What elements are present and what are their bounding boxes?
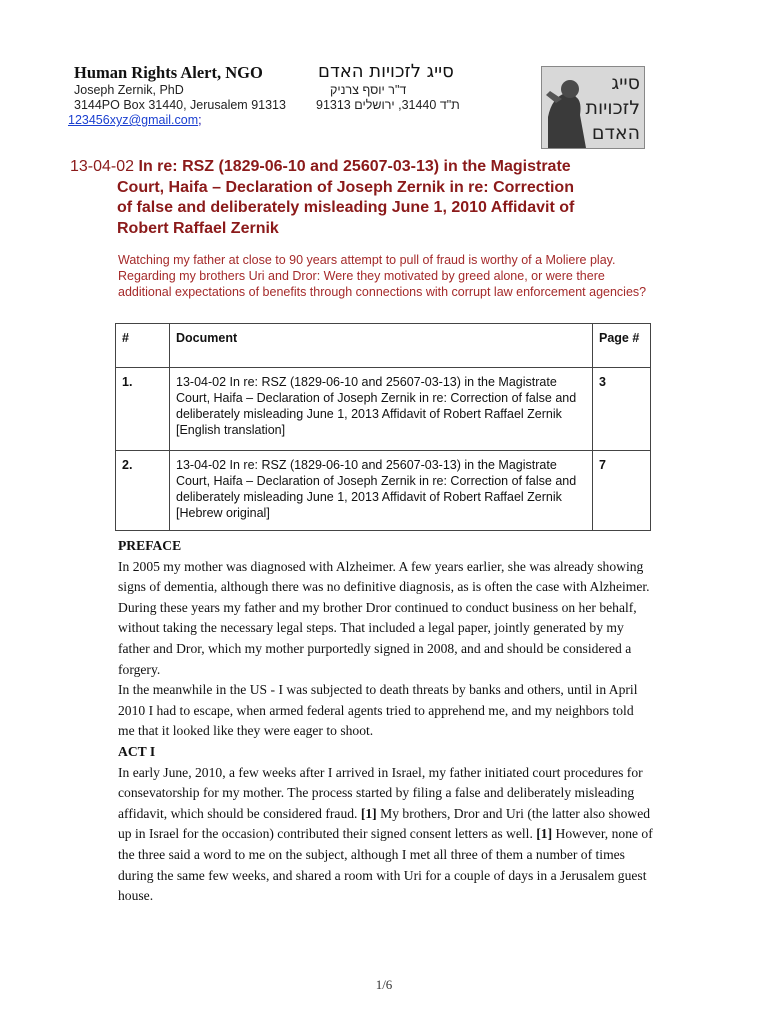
address-hebrew: ת"ד 31440, ירושלים 91313 (316, 98, 460, 112)
header-number: # (116, 324, 170, 368)
act1-heading: ACT I (118, 743, 156, 759)
preface-paragraph-1: In 2005 my mother was diagnosed with Alzheimer. A few years earlier, she was already showing signs of dementia, although there was no definitive diagnosis, as is often the case with Alzheimer. During these years my father and my brother Dror continued to conduct business on her behalf, without taking the necessary legal steps. That included a legal paper, jointly generated by my father and Dror, which my mother purportedly signed in 2008, and and should be considered a forgery. (118, 558, 650, 677)
author-name-hebrew: ד"ר יוסף צרניק (330, 83, 407, 97)
table-header-row (116, 324, 651, 368)
row-document: 13-04-02 In re: RSZ (1829-06-10 and 25607-03-13) in the Magistrate Court, Haifa – Declaration of Joseph Zernik in re: Correction of false and deliberately misleading June 1, 2013 Affidavit of Robert Raffael Zernik [Hebrew original] (170, 451, 593, 531)
email-suffix: ; (198, 113, 202, 127)
body-text (118, 536, 653, 907)
preface-heading: PREFACE (118, 538, 182, 553)
logo-text-1: סייג (611, 72, 640, 94)
email-link[interactable]: 123456xyz@gmail.com (68, 113, 199, 127)
title-line-3: of false and deliberately misleading June 1, 2010 Affidavit of (117, 199, 575, 216)
document-title (70, 157, 650, 239)
page-number: 1/6 (375, 977, 393, 992)
row-page: 3 (593, 368, 651, 451)
footnote-ref-1[interactable]: [1] (360, 805, 377, 821)
row-number: 2. (116, 451, 170, 531)
header-page: Page # (593, 324, 651, 368)
logo-image (542, 67, 644, 148)
address: 3144PO Box 31440, Jerusalem 91313 (74, 98, 286, 112)
title-line-1: In re: RSZ (1829-06-10 and 25607-03-13) in the Magistrate (138, 158, 571, 175)
footnote-ref-2[interactable]: [1] (536, 826, 553, 842)
table-row (116, 451, 651, 531)
title-line-4: Robert Raffael Zernik (117, 219, 279, 237)
intro-paragraph: Watching my father at close to 90 years attempt to pull of fraud is worthy of a Moliere play. Regarding my brothers Uri and Dror: Were they motivated by greed alone, or were there additional expectations of benefits through connections with corrupt law enforcement agencies? (118, 253, 647, 299)
table-row (116, 368, 651, 451)
logo-text-3: האדם (591, 122, 640, 144)
title-number: 13-04-02 (70, 158, 135, 175)
act1-text-1: In early June, 2010, a few weeks after I arrived in Israel, my father initiated court procedures for consevatorship for my mother. The process started by filing a false and deliberately misleading affidavit, which should be considered fraud. (118, 764, 643, 821)
org-name-hebrew: סייג לזכויות האדם (318, 61, 454, 82)
row-page: 7 (593, 451, 651, 531)
act1-text-2: My brothers, Dror and Uri (the latter also showed up in Israel for the occasion) contributed their signed consent letters as well. (118, 805, 651, 842)
act1-paragraph (118, 763, 653, 907)
author-name: Joseph Zernik, PhD (74, 83, 184, 97)
email-line (68, 113, 202, 127)
org-name: Human Rights Alert, NGO (74, 63, 263, 82)
header-document: Document (170, 324, 593, 368)
title-line-2: Court, Haifa – Declaration of Joseph Zernik in re: Correction (117, 178, 574, 196)
documents-table (115, 323, 651, 531)
act1-text-3: However, none of the three said a word to me on the subject, although I met all three of them a number of times during the same few weeks, and shared a room with Uri for a couple of days in a Jerusalem guest house. (118, 826, 653, 904)
preface-paragraph-2: In the meanwhile in the US - I was subjected to death threats by banks and others, until in April 2010 I had to escape, when armed federal agents tried to apprehend me, and my neighbors told me that it looked like they were eager to shoot. (118, 682, 638, 739)
row-document: 13-04-02 In re: RSZ (1829-06-10 and 25607-03-13) in the Magistrate Court, Haifa – Declaration of Joseph Zernik in re: Correction of false and deliberately misleading June 1, 2013 Affidavit of Robert Raffael Zernik [English translation] (170, 368, 593, 451)
row-number: 1. (116, 368, 170, 451)
org-logo (541, 66, 645, 149)
logo-text-2: לזכויות (585, 97, 640, 119)
